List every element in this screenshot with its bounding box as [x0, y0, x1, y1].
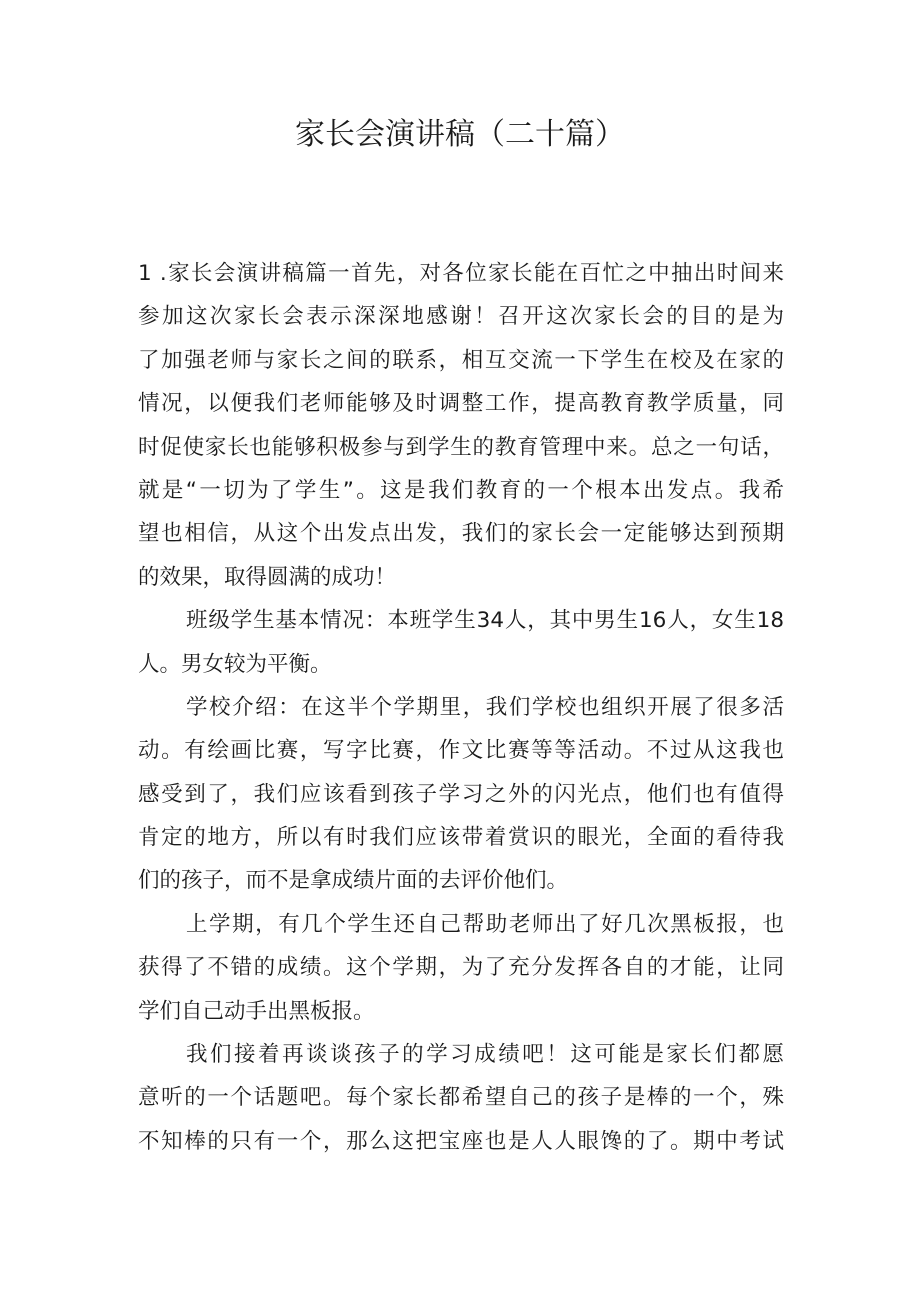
text-line: 动。有绘画比赛，写字比赛，作文比赛等等活动。不过从这我也	[138, 738, 784, 764]
document-title: 家长会演讲稿（二十篇）	[295, 117, 625, 152]
text-line: 肯定的地方，所以有时我们应该带着赏识的眼光，全面的看待我	[138, 825, 784, 851]
paragraph-4	[138, 903, 784, 1033]
text-line: 参加这次家长会表示深深地感谢！召开这次家长会的目的是为	[138, 304, 784, 330]
text-line: 我们接着再谈谈孩子的学习成绩吧！这可能是家长们都愿	[186, 1042, 784, 1068]
text-line: 获得了不错的成绩。这个学期，为了充分发挥各自的才能，让同	[138, 955, 784, 981]
text-line: 学们自己动手出黑板报。	[138, 998, 375, 1024]
paragraph-1	[138, 252, 784, 599]
document-body	[138, 252, 784, 1163]
text-line: 望也相信，从这个出发点出发，我们的家长会一定能够达到预期	[138, 521, 784, 547]
text-line: 就是“一切为了学生”。这是我们教育的一个根本出发点。我希	[138, 477, 784, 503]
text-line: 意听的一个话题吧。每个家长都希望自己的孩子是棒的一个，殊	[138, 1085, 784, 1111]
text-line: 的效果，取得圆满的成功！	[138, 564, 397, 590]
text-line: 们的孩子，而不是拿成绩片面的去评价他们。	[138, 868, 569, 894]
text-line: 上学期，有几个学生还自己帮助老师出了好几次黑板报，也	[186, 911, 784, 937]
text-line: 时促使家长也能够积极参与到学生的教育管理中来。总之一句话，	[138, 434, 784, 460]
paragraph-2	[138, 599, 784, 686]
text-line: 了加强老师与家长之间的联系，相互交流一下学生在校及在家的	[138, 347, 784, 373]
text-line: 人。男女较为平衡。	[138, 651, 332, 677]
text-line: 不知棒的只有一个，那么这把宝座也是人人眼馋的了。期中考试	[138, 1128, 784, 1154]
text-line: 学校介绍：在这半个学期里，我们学校也组织开展了很多活	[186, 694, 784, 720]
text-line: 情况，以便我们老师能够及时调整工作，提高教育教学质量，同	[138, 391, 784, 417]
text-line: 班级学生基本情况：本班学生34人，其中男生16人，女生18	[186, 608, 784, 634]
paragraph-5	[138, 1033, 784, 1163]
text-line: 1 .家长会演讲稿篇一首先，对各位家长能在百忙之中抽出时间来	[138, 261, 784, 286]
text-line: 感受到了，我们应该看到孩子学习之外的闪光点，他们也有值得	[138, 781, 784, 807]
paragraph-3	[138, 686, 784, 903]
